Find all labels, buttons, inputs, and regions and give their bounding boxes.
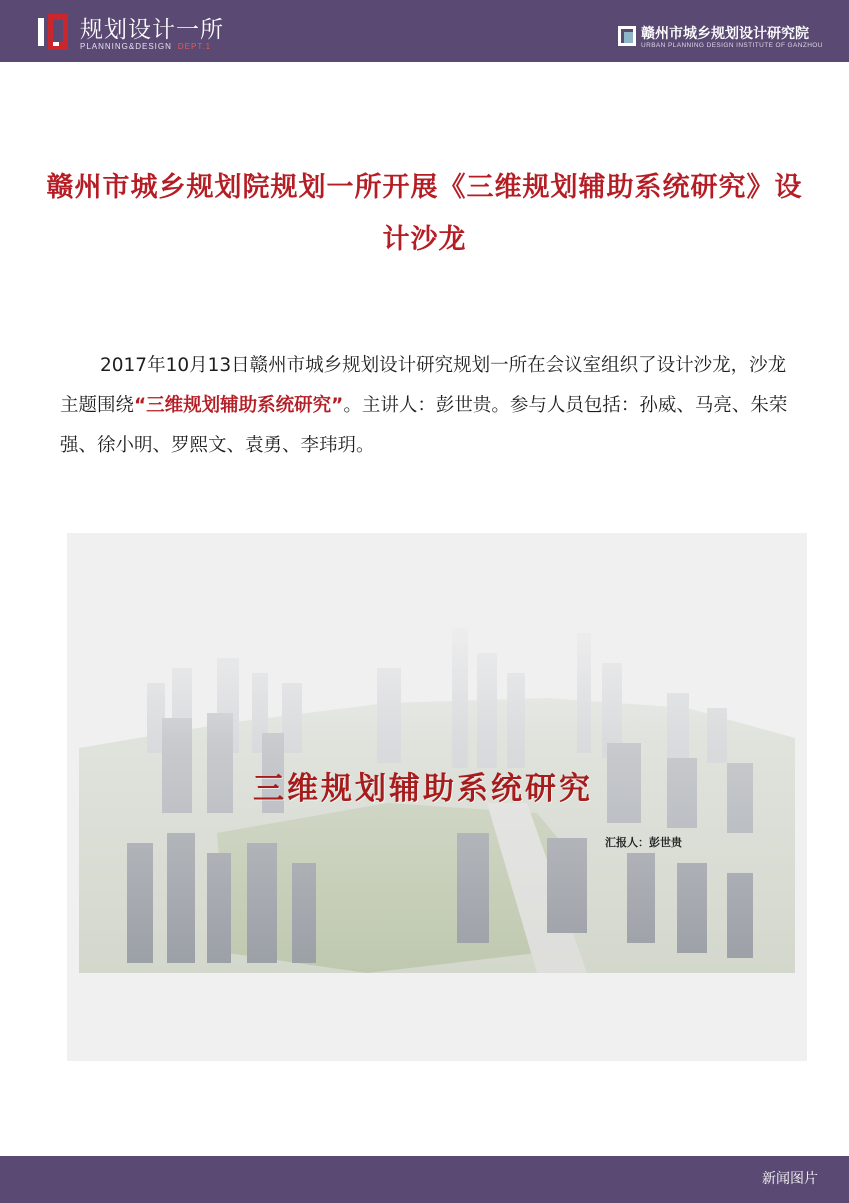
institute-logo-icon bbox=[618, 26, 636, 46]
footer-band bbox=[0, 1156, 849, 1203]
paragraph-text-before: 2017年10月13日赣州市城乡规划设计研究规划一所在会议室组织了设计沙龙，沙龙主题围绕 bbox=[60, 355, 787, 416]
slide-reporter: 汇报人：彭世贵 bbox=[605, 836, 682, 849]
paragraph-highlight: “三维规划辅助系统研究” bbox=[134, 395, 344, 416]
dept-title: 规划设计一所 bbox=[80, 17, 224, 43]
footer-label: 新闻图片 bbox=[762, 1171, 818, 1187]
institute-subtitle: URBAN PLANNING DESIGN INSTITUTE OF GANZHOU bbox=[641, 42, 823, 49]
slide-title: 三维规划辅助系统研究 bbox=[253, 771, 593, 807]
dept-logo-icon bbox=[38, 14, 68, 50]
dept-code: DEPT.1 bbox=[177, 42, 212, 51]
paragraph-text-after: 。主讲人：彭世贵。参与人员包括：孙威、马亮、朱荣强、徐小明、罗熙文、袁勇、李玮玥。 bbox=[60, 395, 788, 456]
institute-name: 赣州市城乡规划设计研究院 bbox=[641, 26, 809, 42]
dept-subtitle-line bbox=[80, 42, 211, 51]
news-photo bbox=[67, 533, 807, 1061]
header-band bbox=[0, 0, 849, 62]
article-title: 赣州市城乡规划院规划一所开展《三维规划辅助系统研究》设计沙龙 bbox=[46, 172, 803, 255]
article-paragraph bbox=[60, 346, 795, 466]
dept-subtitle: PLANNING&DESIGN bbox=[80, 42, 172, 51]
